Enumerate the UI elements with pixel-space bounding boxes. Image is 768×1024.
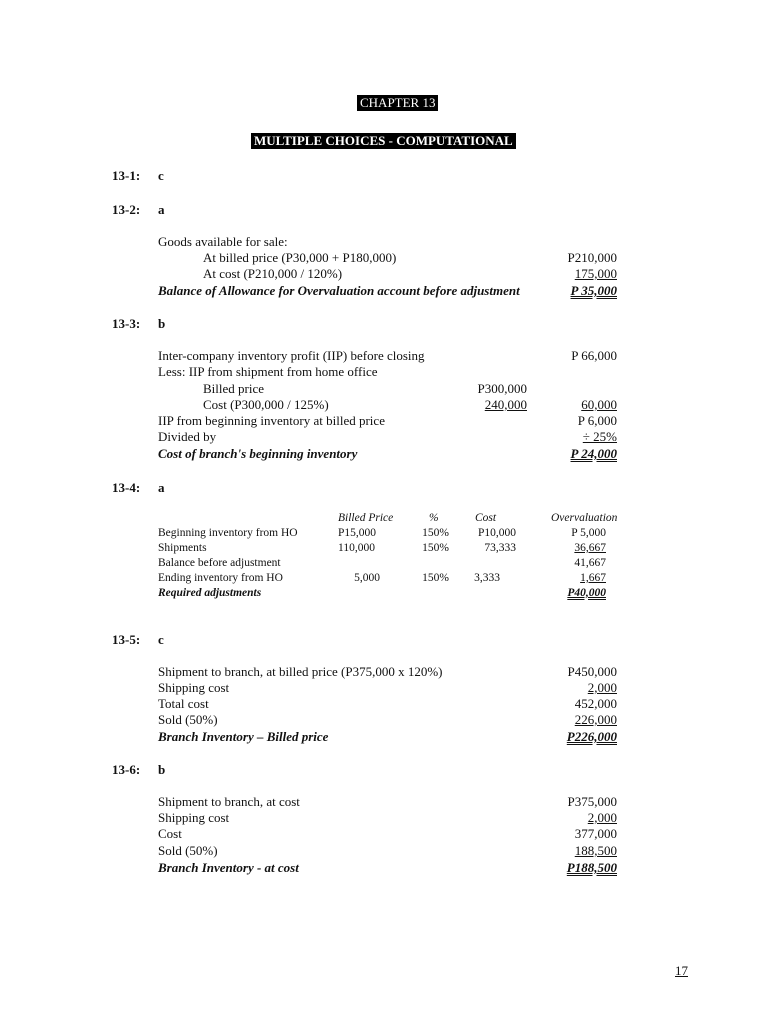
table-cell: 150% [422, 572, 449, 584]
table-cell: 3,333 [474, 572, 500, 584]
line-text: Total cost [158, 696, 209, 711]
total-label: Branch Inventory – Billed price [158, 729, 329, 744]
table-cell: P40,000 [567, 587, 606, 599]
question-label: 13-3: [112, 316, 141, 331]
table-cell: 150% [422, 542, 449, 554]
table-row-label: Shipments [158, 542, 207, 554]
table-cell: P 5,000 [571, 527, 606, 539]
question-label: 13-2: [112, 202, 141, 217]
column-header: % [429, 512, 439, 524]
amount: P375,000 [567, 794, 617, 809]
line-text: Shipment to branch, at cost [158, 794, 300, 809]
amount: P 66,000 [571, 348, 617, 363]
total-amount: P 24,000 [570, 446, 617, 461]
total-label: Cost of branch's beginning inventory [158, 446, 358, 461]
question-label: 13-5: [112, 632, 141, 647]
line-text: Sold (50%) [158, 843, 218, 858]
line-text: Goods available for sale: [158, 234, 288, 249]
column-header: Overvaluation [551, 512, 618, 524]
answer-letter: b [158, 762, 166, 777]
amount: 175,000 [574, 266, 617, 281]
line-text: Less: IIP from shipment from home office [158, 364, 378, 379]
table-row-label: Required adjustments [158, 587, 262, 599]
total-amount: P188,500 [566, 860, 617, 875]
amount: 2,000 [587, 680, 617, 695]
line-text: At billed price (P30,000 + P180,000) [203, 250, 397, 265]
total-label: Balance of Allowance for Overvaluation account before adjustment [158, 283, 520, 298]
amount: 188,500 [574, 843, 617, 858]
line-text: At cost (P210,000 / 120%) [203, 266, 343, 281]
line-text: Shipping cost [158, 810, 230, 825]
line-text: Cost (P300,000 / 125%) [203, 397, 329, 412]
amount: 226,000 [574, 712, 617, 727]
amount: P 6,000 [577, 413, 617, 428]
line-text: Inter-company inventory profit (IIP) before closing [158, 348, 425, 363]
question-label: 13-6: [112, 762, 141, 777]
amount: 377,000 [574, 826, 617, 841]
line-text: Billed price [203, 381, 265, 396]
section-title: MULTIPLE CHOICES - COMPUTATIONAL [251, 133, 516, 149]
page-number: 17 [675, 963, 688, 978]
amount: 60,000 [581, 397, 617, 412]
answer-letter: a [158, 202, 165, 217]
amount: 2,000 [587, 810, 617, 825]
amount: P300,000 [477, 381, 527, 396]
table-cell: 73,333 [484, 542, 516, 554]
question-label: 13-4: [112, 480, 141, 495]
table-cell: 41,667 [574, 557, 606, 569]
table-row-label: Beginning inventory from HO [158, 527, 298, 539]
line-text: Cost [158, 826, 182, 841]
total-amount: P226,000 [566, 729, 617, 744]
line-text: Sold (50%) [158, 712, 218, 727]
answer-letter: a [158, 480, 165, 495]
amount: P210,000 [567, 250, 617, 265]
chapter-title: CHAPTER 13 [357, 95, 438, 111]
total-label: Branch Inventory - at cost [158, 860, 299, 875]
table-cell: 110,000 [338, 542, 375, 554]
amount: P450,000 [567, 664, 617, 679]
amount: ÷ 25% [582, 429, 617, 444]
amount: 452,000 [574, 696, 617, 711]
question-label: 13-1: [112, 168, 141, 183]
table-cell: 1,667 [580, 572, 606, 584]
column-header: Cost [475, 512, 497, 524]
answer-letter: c [158, 168, 164, 183]
table-cell: 150% [422, 527, 449, 539]
line-text: Shipping cost [158, 680, 230, 695]
table-cell: 5,000 [354, 572, 380, 584]
answer-letter: c [158, 632, 164, 647]
table-cell: P15,000 [338, 527, 377, 539]
line-text: Shipment to branch, at billed price (P375,000 x 120%) [158, 664, 443, 679]
answer-letter: b [158, 316, 166, 331]
table-cell: 36,667 [574, 542, 606, 554]
amount: 240,000 [484, 397, 527, 412]
table-row-label: Balance before adjustment [158, 557, 281, 569]
column-header: Billed Price [338, 512, 394, 524]
line-text: Divided by [158, 429, 217, 444]
total-amount: P 35,000 [570, 283, 617, 298]
table-row-label: Ending inventory from HO [158, 572, 283, 584]
line-text: IIP from beginning inventory at billed price [158, 413, 385, 428]
table-cell: P10,000 [477, 527, 516, 539]
